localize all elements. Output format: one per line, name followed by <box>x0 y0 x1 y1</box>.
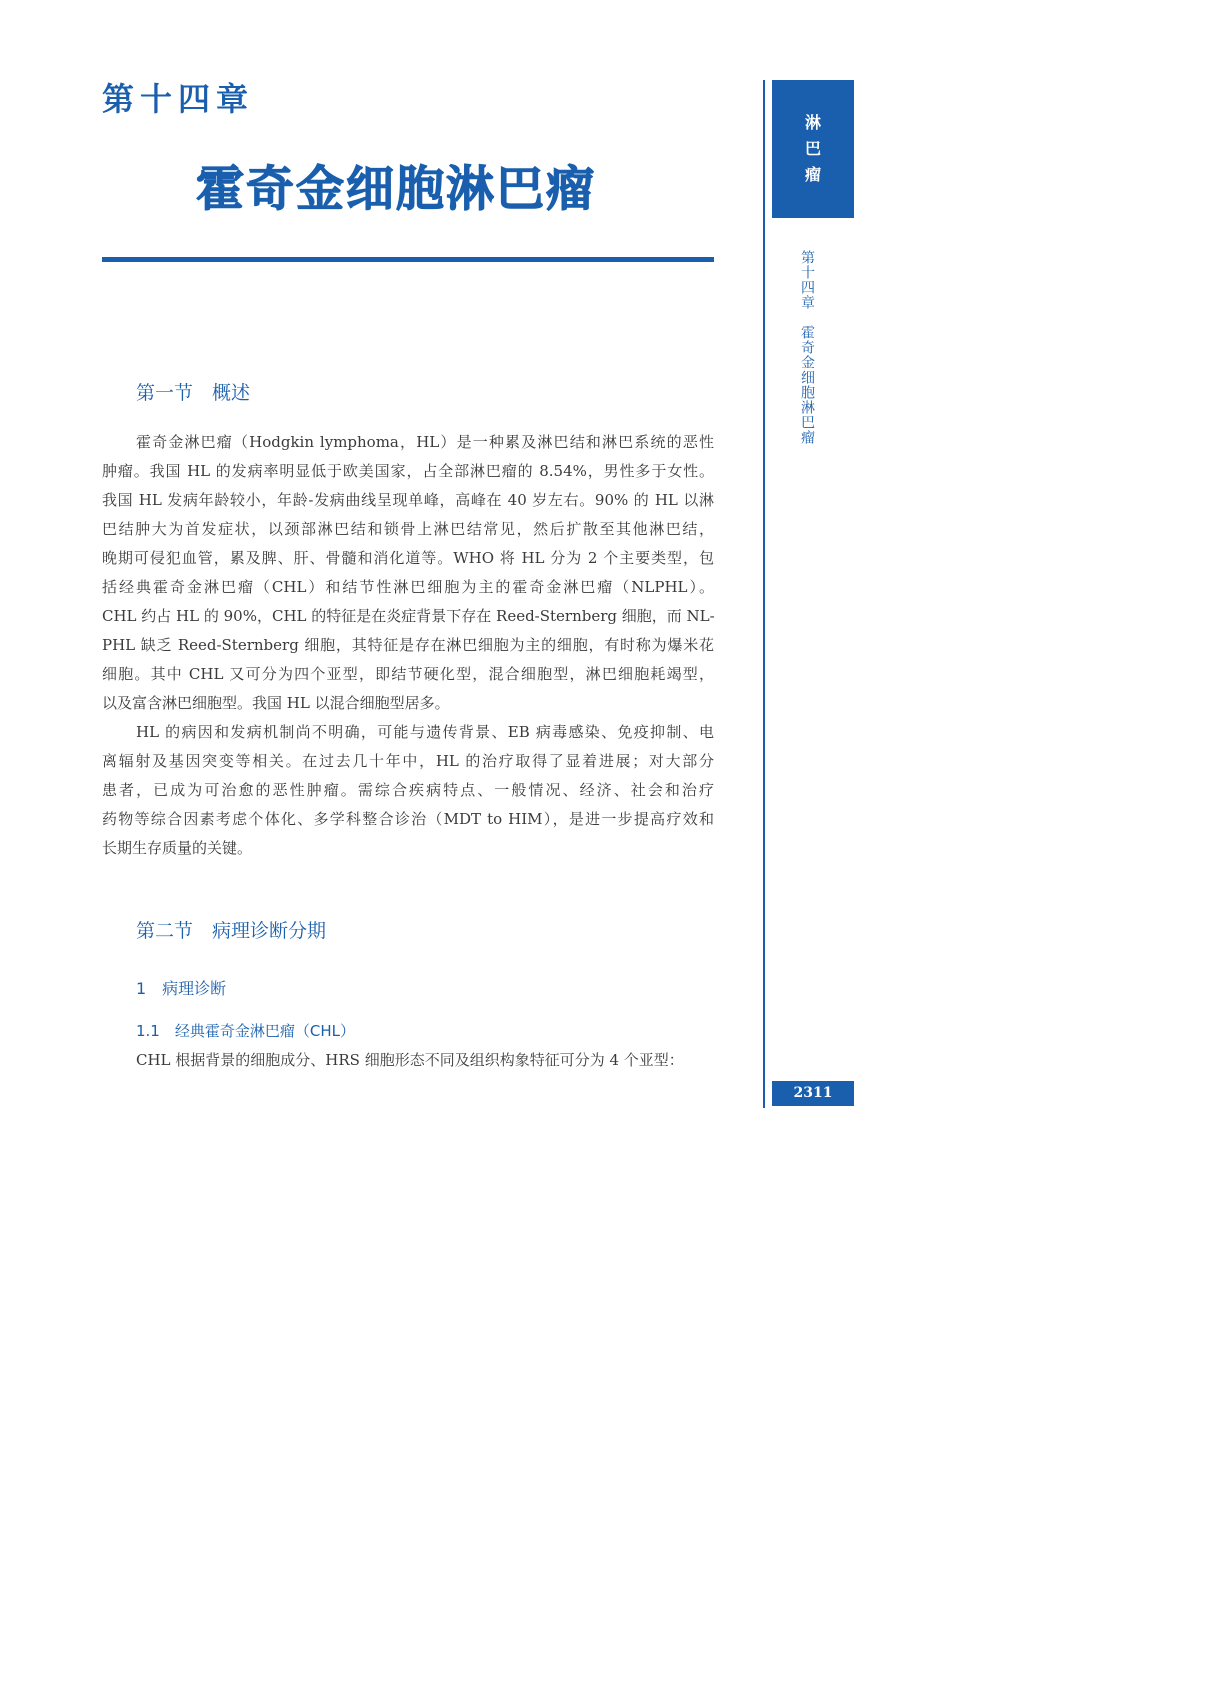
text-line: 细胞。其中 CHL 又可分为四个亚型，即结节硬化型，混合细胞型，淋巴细胞耗竭型， <box>102 665 714 683</box>
text-line: 括经典霍奇金淋巴瘤（CHL）和结节性淋巴细胞为主的霍奇金淋巴瘤（NLPHL）。 <box>102 578 714 596</box>
sidebar-rule <box>763 80 765 1108</box>
page-number: 2311 <box>772 1081 854 1106</box>
subheading-chl: 1.1 经典霍奇金淋巴瘤（CHL） <box>136 1022 355 1040</box>
text-line: 长期生存质量的关键。 <box>102 839 253 857</box>
chapter-label: 第十四章 <box>102 80 255 118</box>
text-line: 巴结肿大为首发症状，以颈部淋巴结和锁骨上淋巴结常见，然后扩散至其他淋巴结， <box>102 520 714 538</box>
text-line: PHL 缺乏 Reed-Sternberg 细胞，其特征是存在淋巴细胞为主的细胞，有时称为爆米花 <box>102 636 714 654</box>
text-line: 药物等综合因素考虑个体化、多学科整合诊治（MDT to HIM），是进一步提高疗效和 <box>102 810 714 828</box>
sidebar-tab-char: 巴 <box>804 139 821 158</box>
sidebar-tab-char: 瘤 <box>804 165 821 184</box>
text-line: HL 的病因和发病机制尚不明确，可能与遗传背景、EB 病毒感染、免疫抑制、电 <box>136 723 714 741</box>
text-line: CHL 根据背景的细胞成分、HRS 细胞形态不同及组织构象特征可分为 4 个亚型： <box>136 1051 684 1069</box>
chapter-title: 霍奇金细胞淋巴瘤 <box>196 161 597 217</box>
text-line: 患者，已成为可治愈的恶性肿瘤。需综合疾病特点、一般情况、经济、社会和治疗 <box>102 781 714 799</box>
text-line: 霍奇金淋巴瘤（Hodgkin lymphoma，HL）是一种累及淋巴结和淋巴系统的恶性 <box>136 433 714 451</box>
section-heading-pathology: 第二节 病理诊断分期 <box>136 920 327 942</box>
text-line: 离辐射及基因突变等相关。在过去几十年中，HL 的治疗取得了显着进展；对大部分 <box>102 752 714 770</box>
text-line: 肿瘤。我国 HL 的发病率明显低于欧美国家，占全部淋巴瘤的 8.54%，男性多于女性。 <box>102 462 714 480</box>
text-line: 我国 HL 发病年龄较小，年龄-发病曲线呈现单峰，高峰在 40 岁左右。90% 的 HL 以淋 <box>102 491 714 509</box>
sidebar-chapter-caption: 第十四章 霍奇金细胞淋巴瘤 <box>799 250 815 445</box>
subheading-pathology-diagnosis: 1 病理诊断 <box>136 979 227 998</box>
sidebar-tab-char: 淋 <box>804 113 821 132</box>
text-line: CHL 约占 HL 的 90%，CHL 的特征是在炎症背景下存在 Reed-Sternberg 细胞，而 NL- <box>102 607 715 625</box>
text-line: 以及富含淋巴细胞型。我国 HL 以混合细胞型居多。 <box>102 694 450 712</box>
section-heading-overview: 第一节 概述 <box>136 382 251 404</box>
title-rule <box>102 257 714 262</box>
text-line: 晚期可侵犯血管，累及脾、肝、骨髓和消化道等。WHO 将 HL 分为 2 个主要类型，包 <box>102 549 714 567</box>
sidebar-tab <box>772 80 854 218</box>
